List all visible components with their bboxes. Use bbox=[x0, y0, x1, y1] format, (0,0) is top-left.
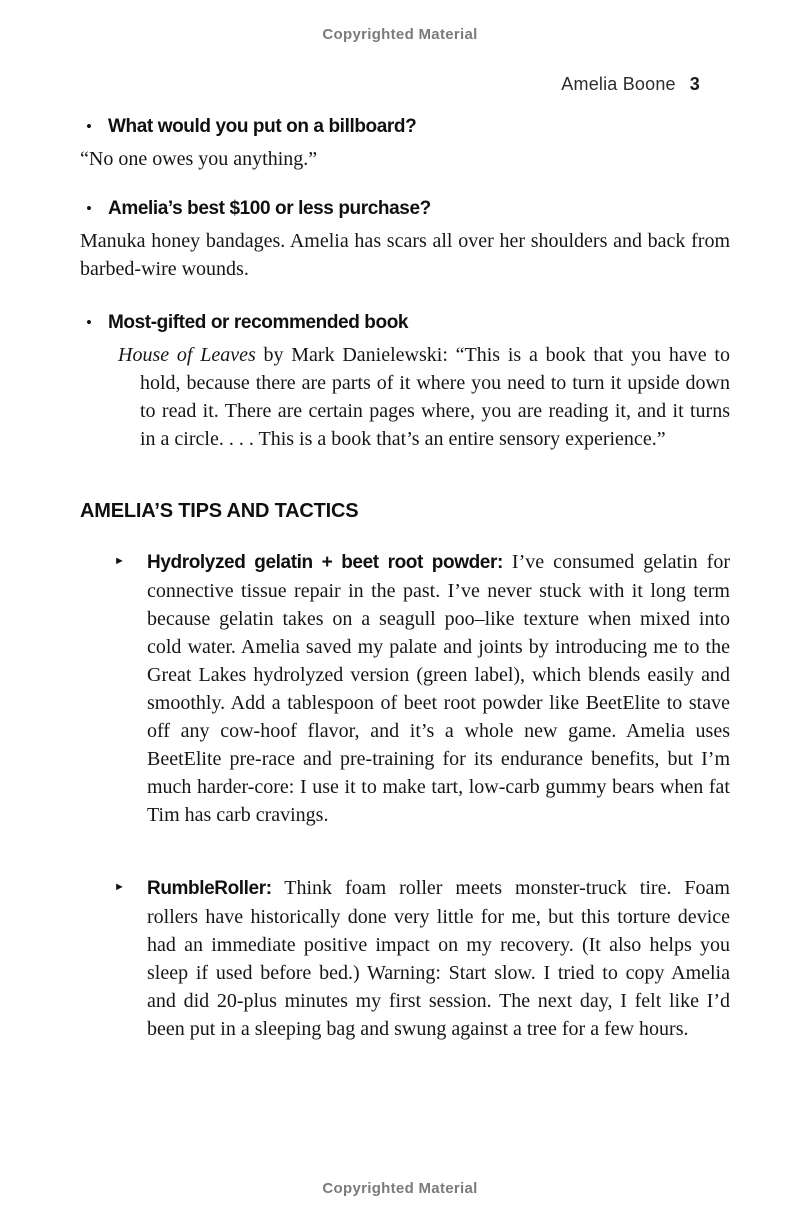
copyright-watermark-top: Copyrighted Material bbox=[322, 26, 478, 43]
question-line bbox=[80, 114, 730, 140]
tip-body: I’ve consumed gelatin for connective tissue repair in the past. I’ve never stuck with it long term because gelatin takes on a seagull poo–like texture when mixed into cold water. Amelia saved my palate and joints by introducing me to the Great Lakes hydrolyzed version (green label), which blends easily and smoothly. Add a tablespoon of beet root powder like BeetElite to stave off any cow-hoof flavor, and it’s a whole new game. Amelia uses BeetElite pre-race and pre-training for its endurance benefits, but I’m much harder-core: I use it to make tart, low-carb gummy bears when fat Tim has carb cravings. bbox=[147, 551, 730, 826]
tip-body: Think foam roller meets monster-truck tire. Foam rollers have historically done very little for me, but this torture device had an immediate positive impact on my recovery. (It also helps you sleep if used before bed.) Warning: Start slow. I tried to copy Amelia and did 20-plus minutes my first session. The next day, I felt like I’d been put in a sleeping bag and swung against a tree for a few hours. bbox=[147, 877, 730, 1040]
arrow-bullet-icon: ► bbox=[114, 555, 125, 567]
book-title: House of Leaves bbox=[118, 344, 256, 366]
tip-text bbox=[147, 548, 730, 829]
tip-item-gelatin bbox=[80, 548, 730, 829]
tip-text bbox=[147, 874, 730, 1043]
bullet-icon: • bbox=[86, 199, 92, 218]
bullet-icon: • bbox=[86, 313, 92, 332]
running-header bbox=[561, 74, 700, 95]
question-line bbox=[80, 196, 730, 222]
answer-text bbox=[80, 341, 730, 453]
tip-item-rumbleroller bbox=[80, 874, 730, 1043]
question-heading: What would you put on a billboard? bbox=[108, 116, 417, 137]
qa-item-purchase bbox=[80, 196, 730, 283]
question-line bbox=[80, 310, 730, 336]
copyright-watermark-bottom: Copyrighted Material bbox=[322, 1180, 478, 1197]
answer-text: “No one owes you anything.” bbox=[80, 148, 318, 170]
question-heading: Most-gifted or recommended book bbox=[108, 312, 409, 333]
qa-item-billboard bbox=[80, 114, 730, 173]
bullet-icon: • bbox=[86, 117, 92, 136]
tip-lead: Hydrolyzed gelatin + beet root powder: bbox=[147, 552, 503, 573]
answer-text: Manuka honey bandages. Amelia has scars all over her shoulders and back from barbed-wire wounds. bbox=[80, 230, 730, 280]
page-number: 3 bbox=[689, 74, 700, 94]
section-heading: AMELIA’S TIPS AND TACTICS bbox=[80, 500, 359, 522]
running-header-person: Amelia Boone bbox=[561, 74, 676, 94]
qa-item-book bbox=[80, 310, 730, 453]
arrow-bullet-icon: ► bbox=[114, 881, 125, 893]
tip-lead: RumbleRoller: bbox=[147, 878, 272, 899]
book-description: by Mark Danielewski: “This is a book that you have to hold, because there are parts of it where you need to turn it upside down to read it. There are certain pages where, you are reading it, and it turns in a circle. . . . This is a book that’s an entire sensory experience.” bbox=[140, 344, 730, 450]
question-heading: Amelia’s best $100 or less purchase? bbox=[108, 198, 431, 219]
